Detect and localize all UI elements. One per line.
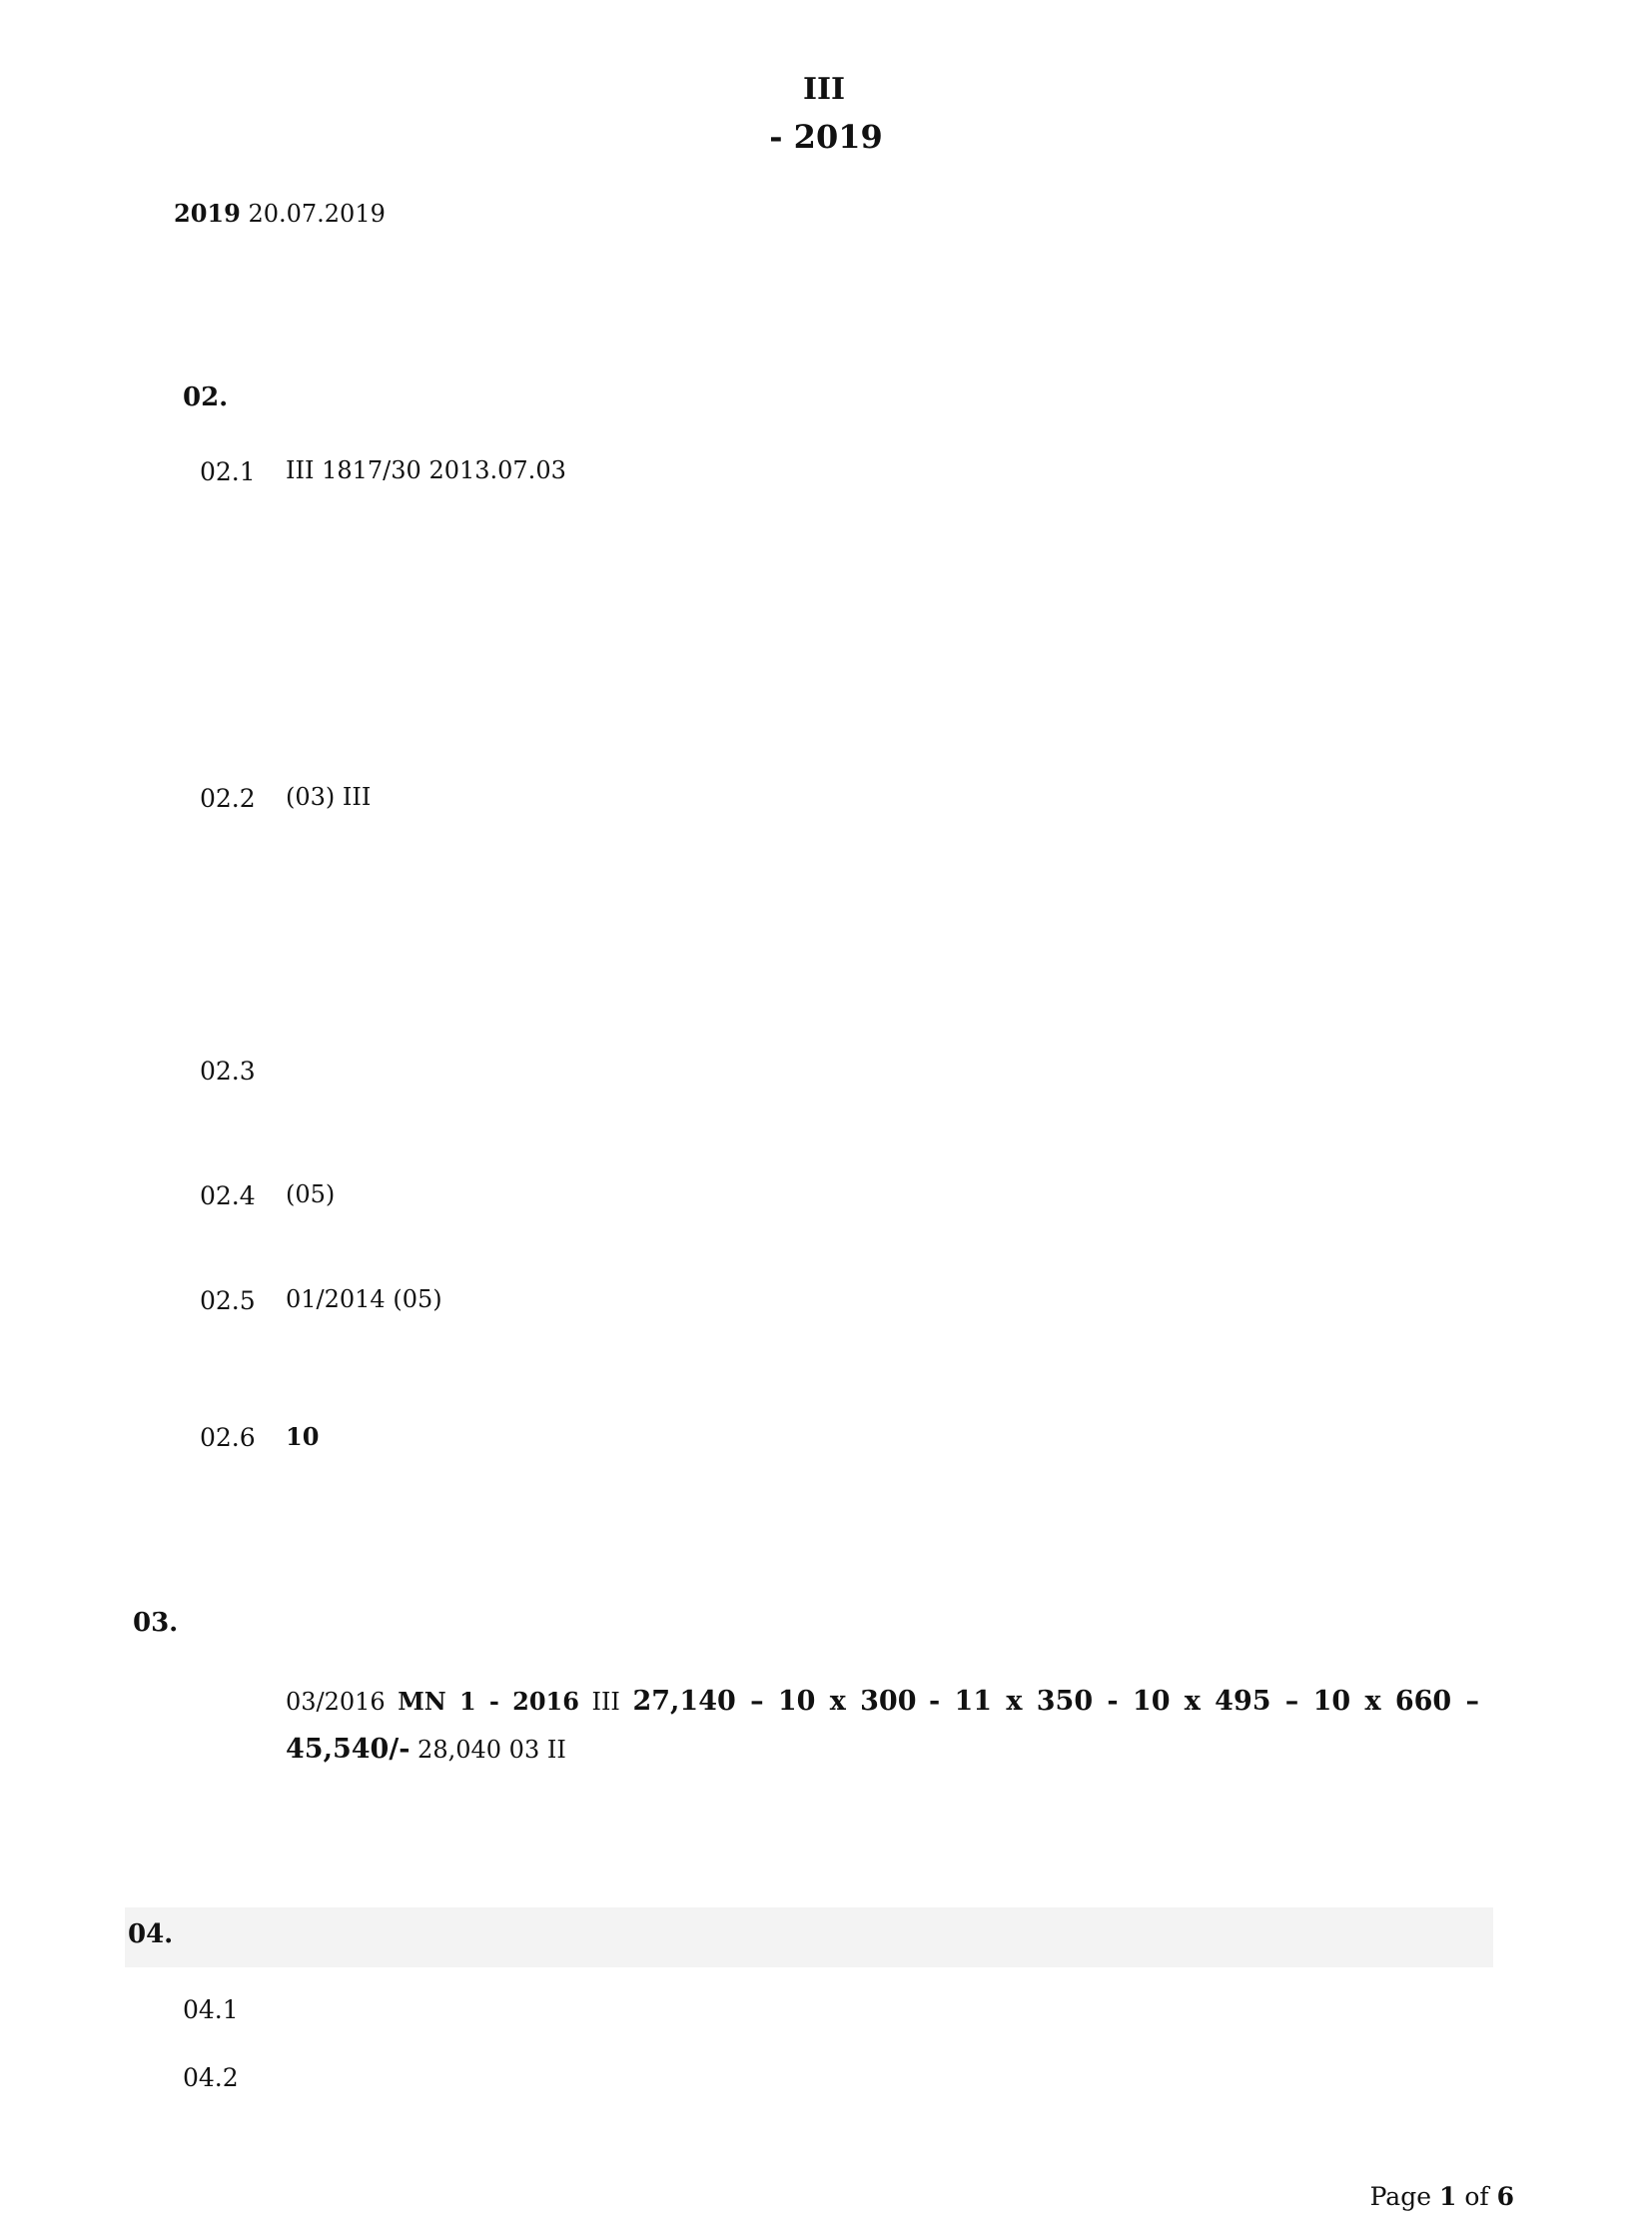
section-03-number: 03.	[133, 1608, 179, 1638]
step-number: 03	[508, 1736, 540, 1764]
section-04-number: 04.	[128, 1919, 174, 1949]
item-02-4-text: (05)	[286, 1180, 336, 1208]
grade-numeral: III	[286, 456, 315, 484]
item-02-6-number: 02.6	[200, 1423, 256, 1452]
item-02-2-number: 02.2	[200, 784, 256, 813]
item-02-3-number: 02.3	[200, 1057, 256, 1086]
first-step-salary: 28,040	[417, 1736, 502, 1764]
intro-paragraph	[174, 190, 1482, 238]
circular-number: 01/2014	[286, 1285, 386, 1313]
item-04-2-number: 04.2	[183, 2063, 239, 2092]
title-line-1	[140, 4, 1508, 60]
item-02-1-text	[286, 447, 1479, 494]
title-line-2	[140, 62, 1508, 118]
item-02-1-number: 02.1	[200, 457, 256, 486]
title-year: - 2019	[769, 118, 883, 156]
grade-numeral: III	[802, 72, 846, 107]
section-04-shading	[125, 1907, 1493, 1967]
grade-numeral: III	[342, 783, 372, 811]
intro-year: 2019	[174, 199, 241, 228]
salary-scale-code: MN 1 - 2016	[398, 1687, 579, 1716]
section-02-number: 02.	[183, 382, 229, 412]
item-04-1-number: 04.1	[183, 1995, 239, 2024]
gazette-number: 1817/30	[322, 456, 421, 484]
item-02-4-number: 02.4	[200, 1181, 256, 1210]
item-02-5-number: 02.5	[200, 1286, 256, 1315]
grade-numeral: III	[591, 1688, 620, 1716]
gazette-date: 2013.07.03	[428, 456, 566, 484]
item-02-5-text: 01/2014 (05)	[286, 1285, 442, 1313]
item-02-6-text: 10	[286, 1422, 320, 1451]
section-03-text	[286, 1678, 1479, 1774]
item-02-2-text: (03) III	[286, 783, 372, 811]
circular-number: 03/2016	[286, 1688, 386, 1716]
section-reference: II	[546, 1736, 566, 1764]
closing-date: 20.07.2019	[248, 200, 386, 228]
salary-formula-continued: - 11 x 350 - 10 x 495 – 10 x 660 – 45,540/-	[286, 1686, 1479, 1765]
salary-formula: 27,140 – 10 x 300	[632, 1686, 917, 1717]
page-number: Page 1 of 6	[1369, 2182, 1514, 2211]
